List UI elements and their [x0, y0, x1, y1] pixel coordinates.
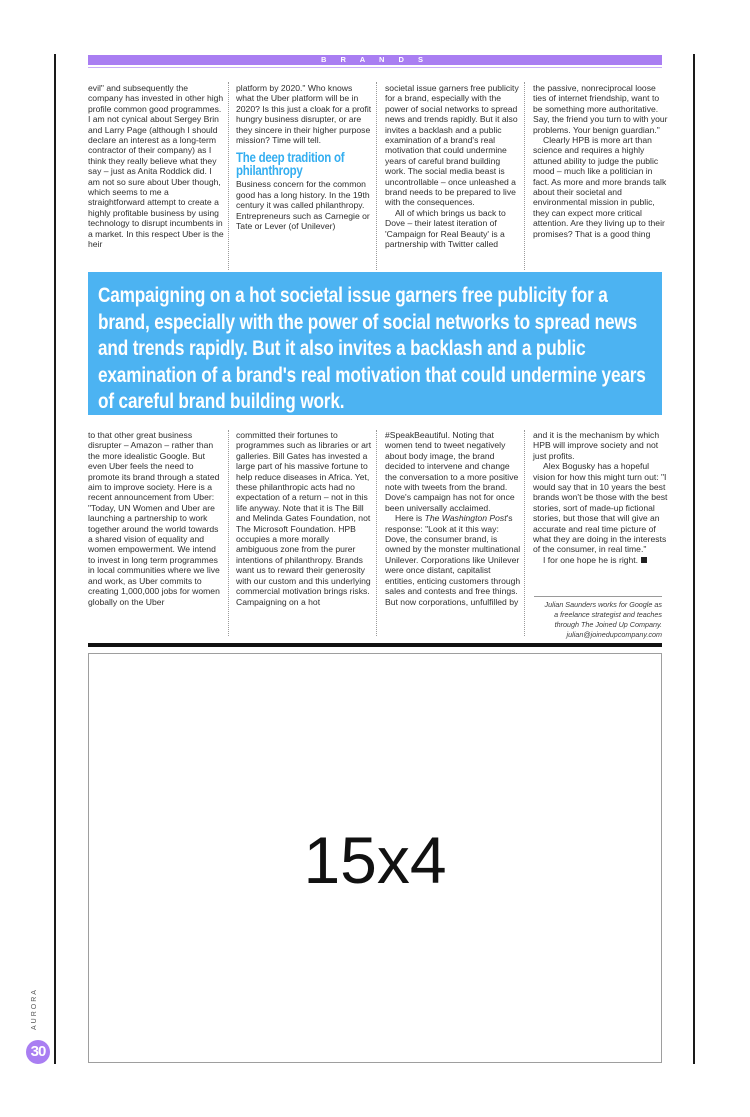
paragraph: to that other great business disrupter – Amazon – rather than the more idealistic Google. But even Uber feels the need to promote its brand through a stated aim to improve society. Here is a recent announcement from Uber: "Today, UN Women and Uber are launching a partnership to work together around the world towards a shared vision of equality and women empowerment. We intend to invest in long term programmes in local communities where we live and work, as Uber commits to creating 1,000,000 jobs for women globally on the Uber — [88, 430, 220, 607]
paragraph: #SpeakBeautiful. Noting that women tend to tweet negatively about body image, the brand decided to intervene and change the conversation to a more positive note with tweets from the brand. Dove's campaign has not for once been universally acclaimed. — [385, 430, 519, 513]
lower-column-1 — [88, 430, 224, 607]
paragraph: platform by 2020." Who knows what the Uber platform will be in 2020? Is this just a cloak for a profit hungry business disrupter, or are they sincere in their higher purpose mission? Time will tell. — [236, 83, 372, 146]
paragraph: Alex Bogusky has a hopeful vision for how this might turn out: "I would say that in 10 years the best brands won't be those with the best stories, sort of made-up fictional stories, but those that will give an accurate and real time picture of what they are doing in the interests of the consumer, in real time." — [533, 461, 668, 555]
end-mark-icon — [641, 557, 647, 563]
paragraph: evil" and subsequently the company has invested in other high profile common good programmes. I am not cynical about Sergey Brin and Larry Page (although I should declare an interest as a long-term contractor of their company) as I think they really believe what they say – just as Anita Roddick did. I am not so sure about Uber though, which seems to me a straightforward attempt to create a highly profitable business by using technology to disrupt incumbents in a market. In this respect Uber is the heir — [88, 83, 224, 250]
lower-column-4 — [533, 430, 669, 565]
paragraph: Business concern for the common good has a long history. In the 19th century it was called philanthropy. Entrepreneurs such as Carnegie or Tate or Lever (of Unilever) — [236, 179, 370, 232]
paragraph: All of which brings us back to Dove – their latest iteration of 'Campaign for Real Beauty' is a partnership with Twitter called — [385, 207, 506, 250]
upper-column-1 — [88, 83, 224, 250]
paragraph — [533, 555, 669, 565]
column-divider — [228, 82, 229, 270]
upper-column-2 — [236, 83, 372, 231]
author-email[interactable]: julian@joinedupcompany.com — [566, 630, 662, 639]
page-number-badge: 30 — [26, 1040, 50, 1064]
magazine-name: AURORA — [31, 988, 38, 1030]
paragraph — [385, 513, 521, 607]
upper-column-4 — [533, 83, 669, 239]
pullquote-box — [88, 272, 662, 415]
section-banner: B R A N D S — [88, 55, 662, 65]
page-border-right — [693, 54, 695, 1064]
pullquote-text: Campaigning on a hot societal issue garners free publicity for a brand, especially with the power of social networks to spread news and trends rapidly. But it also invites a backlash and a public examination of a brand's real motivation that could undermine years of careful brand building work. — [98, 283, 646, 413]
column-divider — [524, 430, 525, 636]
column-divider — [376, 82, 377, 270]
text-run: I for one hope he is right. — [543, 554, 639, 565]
subheading: The deep tradition of philanthropy — [236, 149, 345, 179]
page-border-left — [54, 54, 56, 1064]
advertisement-placeholder — [88, 653, 662, 1063]
column-divider — [524, 82, 525, 270]
lower-column-3 — [385, 430, 521, 607]
paragraph: committed their fortunes to programmes such as libraries or art galleries. Bill Gates has invested a large part of his massive fortune to help reduce diseases in Africa. Yet, these philanthropic acts had no expectation of a return – not in this life anyway. Note that it is The Bill and Melinda Gates Foundation, not The Microsoft Foundation. HPB occupies a more morally ambiguous zone from the purer intentions of philanthropy. Brands want us to reward their generosity with our custom and this underlying commercial motivation brings risks. Campaigning on a hot — [236, 430, 372, 607]
bio-rule — [534, 596, 662, 597]
section-banner-underline — [88, 67, 662, 68]
upper-column-3 — [385, 83, 521, 250]
column-divider — [228, 430, 229, 636]
paragraph: and it is the mechanism by which HPB will improve society and not just profits. — [533, 430, 660, 461]
bio-line: a freelance strategist and teaches — [554, 610, 662, 619]
paragraph: societal issue garners free publicity for a brand, especially with the power of social networks to spread news and trends rapidly. But it also invites a backlash and a public examination of a brand's real motivation that could undermine years of careful brand building work. The social media beast is uncontrollable – once unleashed a brand needs to be prepared to live with the consequences. — [385, 83, 519, 208]
ad-size-label: 15x4 — [303, 823, 447, 897]
text-run: Here is — [395, 513, 425, 524]
paragraph: the passive, nonreciprocal loose ties of internet friendship, want to be something more authoritative. Say, the friend you turn to with your problems. Your benign guardian." — [533, 83, 668, 135]
lower-column-2 — [236, 430, 372, 607]
column-divider — [376, 430, 377, 636]
bio-line: Julian Saunders works for Google as — [544, 600, 662, 609]
publication-name: The Washington Post — [424, 513, 507, 524]
section-rule — [88, 643, 662, 647]
text-run: 's response: "Look at it this way: Dove, the consumer brand, is owned by the monster multinational Unilever. Corporations like Unilever were once distant, capitalist entities, enticing customers through sales and contests and free things. But now corporations, unfulfilled by — [385, 513, 521, 607]
bio-line: through The Joined Up Company. — [554, 620, 662, 629]
paragraph: Clearly HPB is more art than science and requires a highly attuned ability to judge the public mood – much like a politician in fact. As more and more brands talk about their societal and environmental mission in public, they can expect more critical attention. Are they living up to their promises? That is a good thing — [533, 135, 667, 239]
author-bio — [528, 600, 662, 640]
